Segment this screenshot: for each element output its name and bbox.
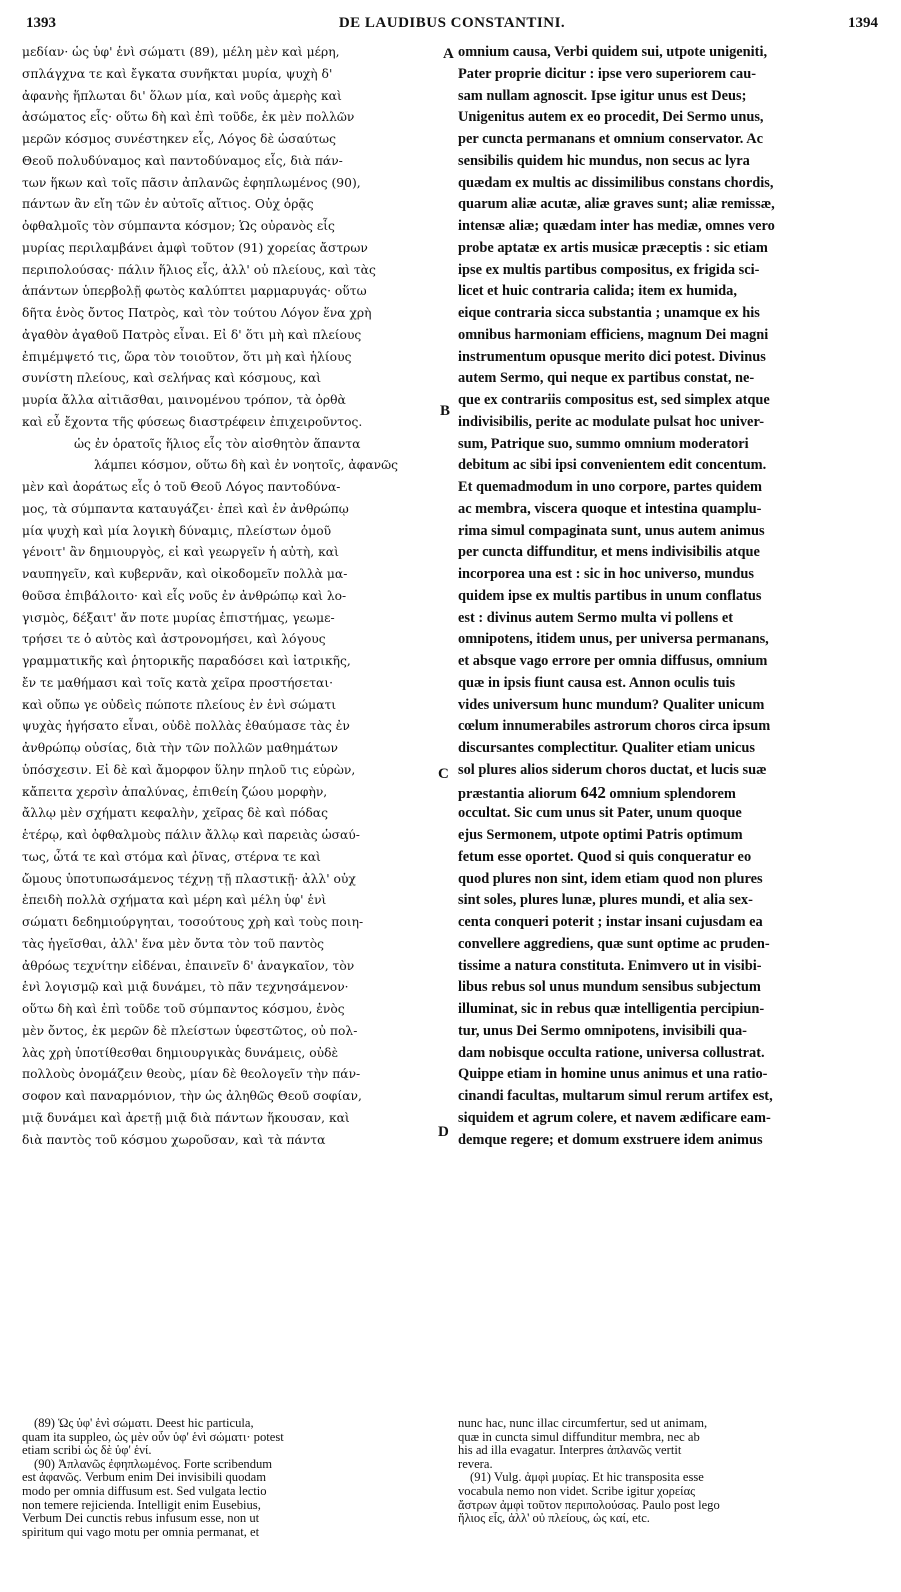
text-line: δῆτα ἑνὸς ὄντος Πατρὸς, καὶ τὸν τούτου Λόγον ἕνα χρὴ [22,306,372,320]
text-line: probe aptatæ ex artis musicæ præceptis : sic etiam [458,239,768,256]
page-header [26,15,878,39]
text-line: (91) Vulg. ἀμφὶ μυρίας. Et hic transposita esse [470,1471,704,1485]
greek-text-column [22,42,440,1155]
text-line: autem Sermo, qui neque ex partibus constat, ne- [458,370,755,387]
text-line: κἄπειτα χερσὶν ἀπαλύνας, ἐπιθείη ζώου μορφὴν, [22,784,328,799]
text-line: discursantes complectitur. Qualiter etiam unicus [458,740,755,756]
text-line: omnipotens, itidem unus, per universa permanans, [458,631,769,648]
text-line: ἑτέρῳ, καὶ ὀφθαλμοὺς πάλιν ἄλλῳ καὶ παρειὰς ὡσαύ- [22,828,360,842]
text-line: nunc hac, nunc illac circumfertur, sed ut animam, [458,1417,708,1430]
text-line: centa conqueri poterit ; instar insani cujusdam ea [458,914,763,930]
text-line: est ἀφανῶς. Verbum enim Dei invisibili quodam [22,1471,267,1485]
section-marker-d: D [438,1124,449,1140]
text-line: μία ψυχὴ καὶ μία λογικὴ δύναμις, πλείστων ὁμοῦ [22,523,332,538]
text-line: ἥλιος εἷς, ἀλλ' οὐ πλείους, ὡς καί, etc. [458,1512,650,1526]
page-number-right: 1394 [848,15,878,31]
text-line: fetum esse oportet. Quod si quis conqueratur eo [458,848,752,865]
text-line: ἄλλῳ μὲν σχήματι κεφαλὴν, χεῖρας δὲ καὶ πόδας [22,806,328,821]
text-line: ὑπόσχεσιν. Εἰ δὲ καὶ ἄμορφον ὕλην πηλοῦ τις εὑρὼν, [22,762,356,777]
text-line: omnium causa, Verbi quidem sui, utpote unigeniti, [458,44,768,60]
text-line: ἀσώματος εἷς· οὕτω δὴ καὶ ἐπὶ τοῦδε, ἐκ μὲν πολλῶν [22,110,355,125]
text-line: ἁπάντων ὑπερβολῇ φωτὸς καλύπτει μαρμαρυγάς· οὕτω [22,284,367,299]
text-line: instrumentum opusque merito dici potest. Divinus [458,348,766,365]
text-line: γένοιτ' ἂν δημιουργὸς, εἰ καὶ γεωργεῖν ἡ αὐτὴ, καὶ [22,545,339,560]
text-line: ἀθρόως τεχνίτην εἰδέναι, ἐπαινεῖν δ' ἀναγκαῖον, τὸν [22,958,355,973]
text-line: γραμματικῆς καὶ ῥητορικῆς παραδόσει καὶ ἰατρικῆς, [22,654,351,668]
footnotes-right-column [458,1417,878,1532]
text-line: sensibilis quidem hic mundus, non secus ac lyra [458,152,750,169]
text-line: sam nullam agnoscit. Ipse igitur unus est Deus; [458,87,747,104]
text-line: modo per omnia diffusum est. Sed vulgata lectio [22,1484,267,1498]
text-line: per cuncta diffunditur, et mens indivisibilis atque [458,544,760,561]
section-marker-c: C [438,766,449,782]
text-line: vocabula nemo non videt. Scribe igitur χορείας [458,1484,696,1498]
text-line: πολλοὺς ὀνομάζειν θεοὺς, μίαν δὲ θεολογεῖν τὴν πάν- [22,1067,361,1082]
text-line: μεδίαν· ὡς ὑφ' ἑνὶ σώματι (89), μέλη μὲν καὶ μέρη, [22,45,340,59]
text-line: quæ in ipsis fiunt causa est. Annon oculis tuis [458,674,736,691]
text-line: λὰς χρὴ ὑποτίθεσθαι δημιουργικὰς δυνάμεις, οὐδὲ [22,1045,339,1060]
text-line: dam nobisque occulta ratione, universa collustrat. [458,1044,765,1061]
text-line: indivisibilis, perite ac modulate pulsat hoc univer- [458,413,765,430]
text-line: sint soles, plures lunæ, plures mundi, et alia sex- [458,892,753,909]
text-line: θοῦσα ἐπιβάλοιτο· καὶ εἷς νοῦς ἐν ἀνθρώπῳ καὶ λο- [22,588,347,603]
text-line: μερῶν κόσμος συνέστηκεν εἷς, Λόγος δὲ ὡσαύτως [22,132,336,146]
text-line: τρήσει τε ὁ αὐτὸς καὶ ἀστρονομήσει, καὶ λόγους [22,632,326,647]
text-line: est : divinus autem Sermo multa vi pollens et [458,609,734,626]
text-line: Unigenitus autem ex eo procedit, Dei Sermo unus, [458,109,764,126]
section-marker-a: A [443,46,454,62]
text-line: siquidem et agrum colere, et navem ædificare eam- [458,1109,771,1126]
text-line: præstantia aliorum 642 omnium splendorem [458,782,736,802]
text-line: tissime a natura constituta. Enimvero ut in visibi- [458,957,762,974]
text-line: Verbum Dei cunctis rebus infusum esse, non ut [22,1512,260,1526]
text-line: ἀφανὴς ἥπλωται δι' ὅλων μία, καὶ νοῦς ἀμερὴς καὶ [22,88,342,103]
text-line: omnibus harmoniam efficiens, magnum Dei magni [458,326,769,343]
running-title: DE LAUDIBUS CONSTANTINI. [338,15,566,31]
latin-text-column [458,42,878,1155]
text-line: etiam scribi ὡς δὲ ὑφ' ἑνί. [22,1444,152,1458]
text-line: μὲν ὄντος, ἐκ μερῶν δὲ πλείστων ὑφεστῶτος, οὐ πολ- [22,1023,358,1038]
text-line: καὶ εὖ ἔχοντα τῆς φύσεως διαστρέφειν ἐπιχειροῦντος. [22,414,363,429]
text-line: τως, ὦτά τε καὶ στόμα καὶ ῥῖνας, στέρνα τε καὶ [22,849,321,864]
text-line: licet et huic contraria calida; item ex humida, [458,283,737,300]
text-line: μος, τὰ σύμπαντα καταυγάζει· ἐπεὶ καὶ ἐν ἀνθρώπῳ [22,501,349,516]
column-number-inline: 642 [580,782,606,802]
text-line: sum, Patrique suo, summo omnium moderatori [458,435,749,452]
text-line: incorporea una est : sic in hoc universo, mundus [458,566,754,582]
text-line: ναυπηγεῖν, καὶ κυβερνᾶν, καὶ οἰκοδομεῖν πολλὰ μα- [22,567,348,581]
text-line: μιᾷ δυνάμει καὶ ἀρετῇ μιᾷ διὰ πάντων ἥκουσαν, καὶ [22,1110,350,1125]
text-line: quæ in cuncta simul diffunditur membra, nec ab [458,1430,700,1444]
text-line: illuminat, sic in rebus quæ intelligentia percipiun- [458,1001,765,1017]
text-line: συνίστη πλείους, καὶ σελήνας καὶ κόσμους, καὶ [22,371,322,386]
text-line: cœlum innumerabiles astrorum choros circa ipsum [458,718,771,735]
section-marker-b: B [440,403,451,419]
text-line: quædam ex multis ac dissimilibus constans chordis, [458,174,774,191]
text-line: μὲν καὶ ἀοράτως εἷς ὁ τοῦ Θεοῦ Λόγος παντοδύνα- [22,480,341,494]
text-line: spiritum qui vago motu per omnia permanat, et [22,1525,260,1539]
text-line: ἀνθρώπῳ οὐσίας, διὰ τὴν τῶν πολλῶν μαθημάτων [22,741,338,755]
text-line: quam ita suppleo, ὡς μὲν οὖν ὑφ' ἑνὶ σώματι· potest [22,1430,284,1444]
text-line: γισμὸς, δέξαιτ' ἄν ποτε μυρίας ἐπιστήμας, γεωμε- [22,610,335,625]
text-line: intensæ aliæ; quædam inter has mediæ, omnes vero [458,218,775,234]
text-line: σπλάγχνα τε καὶ ἔγκατα συνῆκται μυρία, ψυχὴ δ' [22,66,333,81]
text-line: Quippe etiam in homine unus animus et una ratio- [458,1066,768,1083]
text-line: Pater proprie dicitur : ipse vero superiorem cau- [458,65,757,82]
footnotes-left-column [22,1417,440,1545]
text-line: rima simul compaginata sunt, unus autem animus [458,522,765,539]
text-line: ὀφθαλμοῖς τὸν σύμπαντα κόσμον; Ὡς οὐρανὸς εἷς [22,219,335,233]
text-line: πάντων ἂν εἴη τῶν ἐν αὐτοῖς αἴτιος. Οὐχ ὁρᾷς [22,197,314,212]
text-line: debitum ac sibi ipsi convenientem edit concentum. [458,457,767,474]
text-line: ἑνὶ λογισμῷ καὶ μιᾷ δυνάμει, τὸ πᾶν τεχνησάμενον· [22,980,349,995]
text-line: Et quemadmodum in uno corpore, partes quidem [458,479,762,495]
text-line: λάμπει κόσμον, οὕτω δὴ καὶ ἐν νοητοῖς, ἀφανῶς [94,458,399,473]
text-line: (90) Ἀπλανῶς ἐφηπλωμένος. Forte scribendum [34,1457,273,1471]
text-line: (89) Ὡς ὑφ' ἑνὶ σώματι. Deest hic particula, [34,1417,254,1430]
text-line: libus rebus sol unus mundum sensibus subjectum [458,979,761,996]
text-line: ἐπειδὴ πολλὰ σχήματα καὶ μέρη καὶ μέλη ὑφ' ἑνὶ [22,893,327,908]
text-line: μυρία ἄλλα αἰτιᾶσθαι, μαινομένου τρόπον, τὰ ὀρθὰ [22,393,346,407]
text-line: et absque vago errore per omnia diffusus, omnium [458,653,768,669]
text-line: que ex contrariis compositus est, sed simplex atque [458,392,770,408]
text-line: ἄστρων ἀμφὶ τοῦτον περιπολούσας. Paulo post lego [458,1498,720,1512]
text-line: per cuncta permanans et omnium conservator. Ac [458,131,763,147]
text-line: διὰ παντὸς τοῦ κόσμου χωροῦσαν, καὶ τὰ πάντα [22,1132,326,1147]
text-line: σοφον καὶ παναρμόνιον, τὴν ὡς ἀληθῶς Θεοῦ σοφίαν, [22,1089,362,1103]
text-line: demque regere; et domum exstruere idem animus [458,1131,763,1148]
text-line: quidem ipse ex multis partibus in unum conflatus [458,587,762,604]
text-line: occultat. Sic cum unus sit Pater, unum quoque [458,805,742,822]
text-line: ἀγαθὸν ἀγαθοῦ Πατρὸς εἶναι. Εἰ δ' ὅτι μὴ καὶ πλείους [22,327,362,342]
text-line: ὡς ἐν ὁρατοῖς ἥλιος εἷς τὸν αἰσθητὸν ἅπαντα [74,436,361,451]
text-line: Θεοῦ πολυδύναμος καὶ παντοδύναμος εἷς, διὰ πάν- [22,153,343,168]
text-line: ipse ex multis partibus compositus, ex frigida sci- [458,261,760,278]
text-line: vides universum hunc mundum? Qualiter unicum [458,696,765,713]
text-line: quarum aliæ acutæ, aliæ graves sunt; aliæ remissæ, [458,196,775,213]
text-line: convellere aggrediens, quæ sunt optime ac pruden- [458,935,770,952]
text-line: οὕτω δὴ καὶ ἐπὶ τοῦδε τοῦ σύμπαντος κόσμου, ἑνὸς [22,1002,345,1016]
text-line: non temere rejicienda. Intelligit enim Eusebius, [22,1498,261,1512]
text-line: ac membra, viscera quoque et intestina quamplu- [458,500,762,517]
text-line: τὰς ἡγεῖσθαι, ἀλλ' ἕνα μὲν ὄντα τὸν τοῦ παντὸς [22,936,325,951]
text-line: σώματι δεδημιούργηται, τοσούτους χρὴ καὶ τοὺς ποιη- [22,915,364,929]
text-line: cinandi facultas, multarum simul rerum artifex est, [458,1088,773,1104]
text-line: quod plures non sint, idem etiam quod non plures [458,870,763,887]
text-line: περιπολούσας· πάλιν ἥλιος εἷς, ἀλλ' οὐ πλείους, καὶ τὰς [22,262,376,277]
text-line: his ad illa evagatur. Interpres ἀπλανῶς vertit [458,1444,682,1458]
text-line: ἔν τε μαθήμασι καὶ τοῖς κατὰ χεῖρα προστήσεται· [22,675,334,690]
text-line: eique contraria sicca substantia ; unamque ex his [458,305,760,321]
text-line: καὶ οὔπω γε οὐδεὶς πώποτε πλείους ἐν ἑνὶ σώματι [22,697,337,712]
text-line: ὤμους ὑποτυπωσάμενος τέχνῃ τῇ πλαστικῇ· ἀλλ' οὐχ [22,871,356,886]
text-line: ἐπιμέμψετό τις, ὥρα τὸν τοιοῦτον, ὅτι μὴ καὶ ἡλίους [22,349,352,364]
text-line: sol plures alios siderum choros ductat, et lucis suæ [458,761,767,778]
text-line: μυρίας περιλαμβάνει ἀμφὶ τοῦτον (91) χορείας ἄστρων [22,240,368,255]
page-number-left: 1393 [26,15,56,31]
text-line: ejus Sermonem, utpote optimi Patris optimum [458,827,743,843]
text-line: των ἥκων καὶ τοῖς πᾶσιν ἀπλανῶς ἐφηπλωμένος (90), [22,175,361,190]
text-line: revera. [458,1457,493,1471]
text-line: tur, unus Dei Sermo omnipotens, invisibili qua- [458,1022,747,1039]
text-line: ψυχὰς ἡγήσατο εἶναι, οὐδὲ πολλὰς ἐθαύμασε τὰς ἐν [22,719,350,734]
